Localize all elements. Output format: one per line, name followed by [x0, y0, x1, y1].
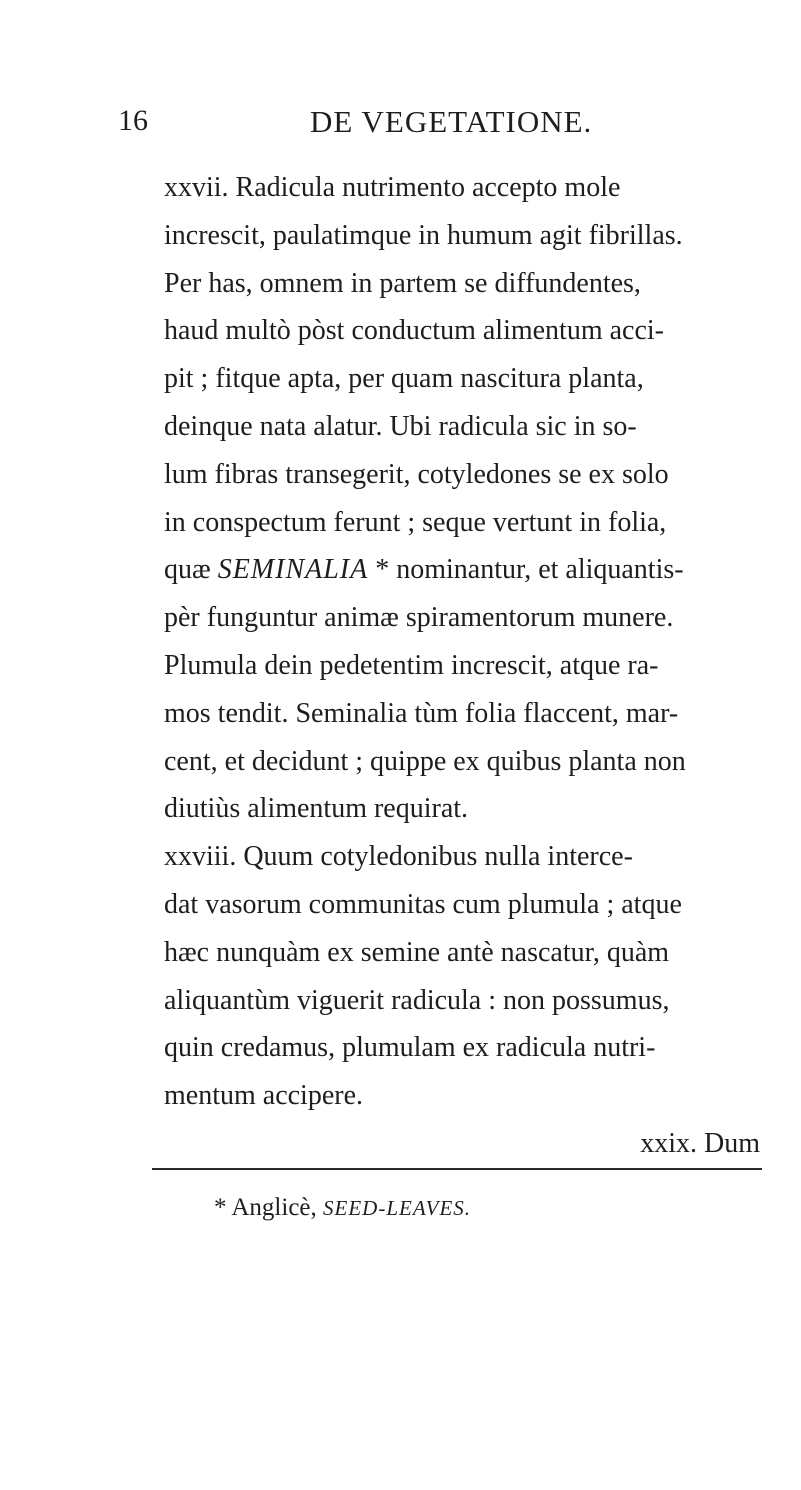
text-line: pit ; fitque apta, per quam nascitura planta,	[164, 363, 644, 395]
text-line: mentum accipere.	[164, 1080, 364, 1112]
footnote-text: Anglicè,	[231, 1194, 317, 1221]
text-line: Per has, omnem in partem se diffundentes,	[164, 267, 641, 299]
seminalia-term: SEMINALIA	[217, 554, 369, 586]
footnote-marker: *	[214, 1194, 227, 1221]
text-line	[164, 546, 764, 594]
line-end: * nominantur, et aliquantis-	[375, 554, 684, 586]
text-line: diutiùs alimentum requirat.	[164, 793, 469, 825]
text-line: aliquantùm viguerit radicula : non possumus,	[164, 984, 670, 1016]
page-header	[118, 104, 758, 164]
text-line: pèr funguntur animæ spiramentorum munere.	[164, 602, 674, 634]
footnote-rule	[152, 1168, 762, 1170]
body-text	[164, 164, 764, 1168]
text-line: cent, et decidunt ; quippe ex quibus planta non	[164, 745, 686, 777]
text-line: increscit, paulatimque in humum agit fibrillas.	[164, 219, 683, 251]
text-line: in conspectum ferunt ; seque vertunt in folia,	[164, 506, 667, 538]
text-line: dat vasorum communitas cum plumula ; atque	[164, 888, 682, 920]
text-line: hæc nunquàm ex semine antè nascatur, quàm	[164, 936, 670, 968]
page-number: 16	[118, 104, 148, 137]
text-line: quin credamus, plumulam ex radicula nutri-	[164, 1032, 656, 1064]
text-line: haud multò pòst conductum alimentum acci-	[164, 315, 664, 347]
text-line: lum fibras transegerit, cotyledones se ex solo	[164, 458, 669, 490]
text-line: deinque nata alatur. Ubi radicula sic in so-	[164, 410, 637, 442]
text-line: xxvii. Radicula nutrimento accepto mole	[164, 172, 621, 203]
text-line: mos tendit. Seminalia tùm folia flaccent, mar-	[164, 697, 679, 729]
footnote-term: SEED-LEAVES.	[323, 1196, 472, 1220]
catchword-line: xxix. Dum	[640, 1127, 760, 1159]
text-line: xxviii. Quum cotyledonibus nulla interce-	[164, 841, 633, 873]
footnote	[214, 1194, 471, 1222]
line-start: quæ	[164, 554, 211, 586]
running-title: DE VEGETATIONE.	[310, 104, 593, 139]
text-line: Plumula dein pedetentim increscit, atque ra-	[164, 649, 659, 681]
